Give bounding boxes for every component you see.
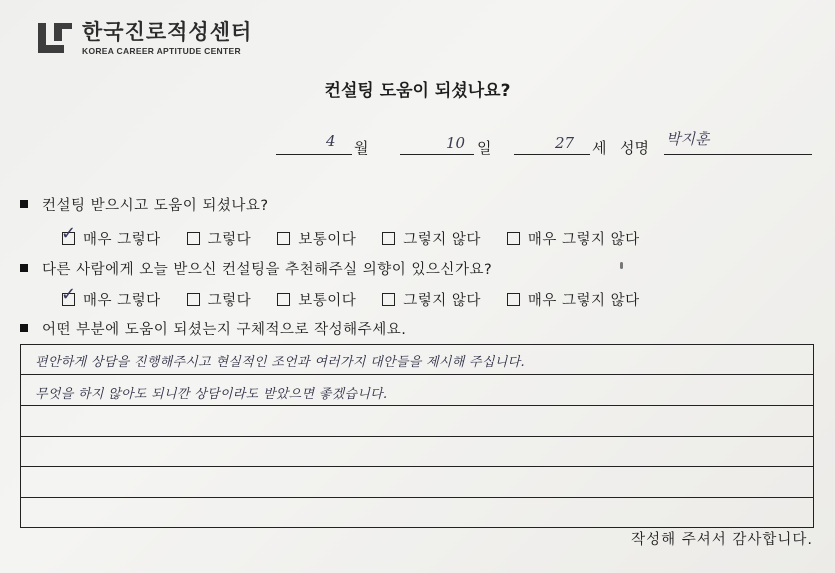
answer-line-1: 편안하게 상담을 진행해주시고 현실적인 조언과 여러가지 대안들을 제시해 주십니다. [35,355,525,370]
thank-you-note: 작성해 주셔서 감사합니다. [631,532,813,548]
check-mark-icon: ✓ [61,284,77,305]
center-logo [38,20,252,56]
q1-option-agree[interactable]: 그렇다 [187,228,252,249]
month-value: 4 [326,132,336,150]
question-3-text: 어떤 부분에 도움이 되셨는지 구체적으로 작성해주세요. [42,322,407,338]
writing-line [21,405,813,406]
q1-option-very-agree[interactable]: ✓ 매우 그렇다 [61,223,161,248]
answer-writing-area[interactable] [20,344,814,528]
q2-option-very-agree[interactable]: ✓ 매우 그렇다 [61,284,161,309]
age-field-line[interactable] [514,154,590,155]
name-field-line[interactable] [664,154,812,155]
checkbox[interactable] [61,223,77,245]
question-1-options [61,223,666,249]
logo-mark-icon [38,20,72,56]
bullet-icon [20,200,28,208]
question-2-text: 다른 사람에게 오늘 받으신 컨설팅을 추천해주실 의향이 있으신가요? [42,262,493,278]
question-1-text: 컨설팅 받으시고 도움이 되셨나요? [42,198,269,214]
day-value: 10 [446,134,466,152]
q1-option-very-disagree[interactable]: 매우 그렇지 않다 [507,228,640,249]
pen-mark [620,262,623,269]
month-label: 월 [354,139,369,157]
writing-line [21,436,813,437]
checkbox[interactable] [507,232,520,245]
respondent-info-row [0,130,835,160]
checkbox[interactable] [187,293,200,306]
q2-option-neutral[interactable]: 보통이다 [277,289,356,310]
q2-option-agree[interactable]: 그렇다 [187,289,252,310]
checkbox[interactable] [187,232,200,245]
bullet-icon [20,324,28,332]
q2-option-disagree[interactable]: 그렇지 않다 [382,289,481,310]
checkbox[interactable] [277,293,290,306]
org-name-english: KOREA CAREER APTITUDE CENTER [82,46,241,56]
checkbox[interactable] [277,232,290,245]
q2-option-very-disagree[interactable]: 매우 그렇지 않다 [507,289,640,310]
age-value: 27 [555,134,575,152]
name-label: 성명 [620,139,649,157]
form-title: 컨설팅 도움이 되셨나요? [324,81,511,101]
question-2-options [61,284,666,310]
q1-option-disagree[interactable]: 그렇지 않다 [382,228,481,249]
checkbox[interactable] [61,284,77,306]
q1-option-neutral[interactable]: 보통이다 [277,228,356,249]
check-mark-icon: ✓ [61,223,77,244]
checkbox[interactable] [507,293,520,306]
checkbox[interactable] [382,232,395,245]
writing-line [21,374,813,375]
org-name-korean: 한국진로적성센터 [82,20,253,44]
question-2 [20,258,492,279]
day-field-line[interactable] [400,154,474,155]
writing-line [21,466,813,467]
writing-line [21,497,813,498]
bullet-icon [20,264,28,272]
month-field-line[interactable] [276,154,352,155]
answer-line-2: 무엇을 하지 않아도 되니깐 상담이라도 받았으면 좋겠습니다. [35,387,388,402]
name-value: 박지훈 [666,130,710,148]
question-1 [20,194,269,215]
age-label: 세 [592,139,607,157]
checkbox[interactable] [382,293,395,306]
day-label: 일 [477,139,492,157]
question-3 [20,318,406,339]
